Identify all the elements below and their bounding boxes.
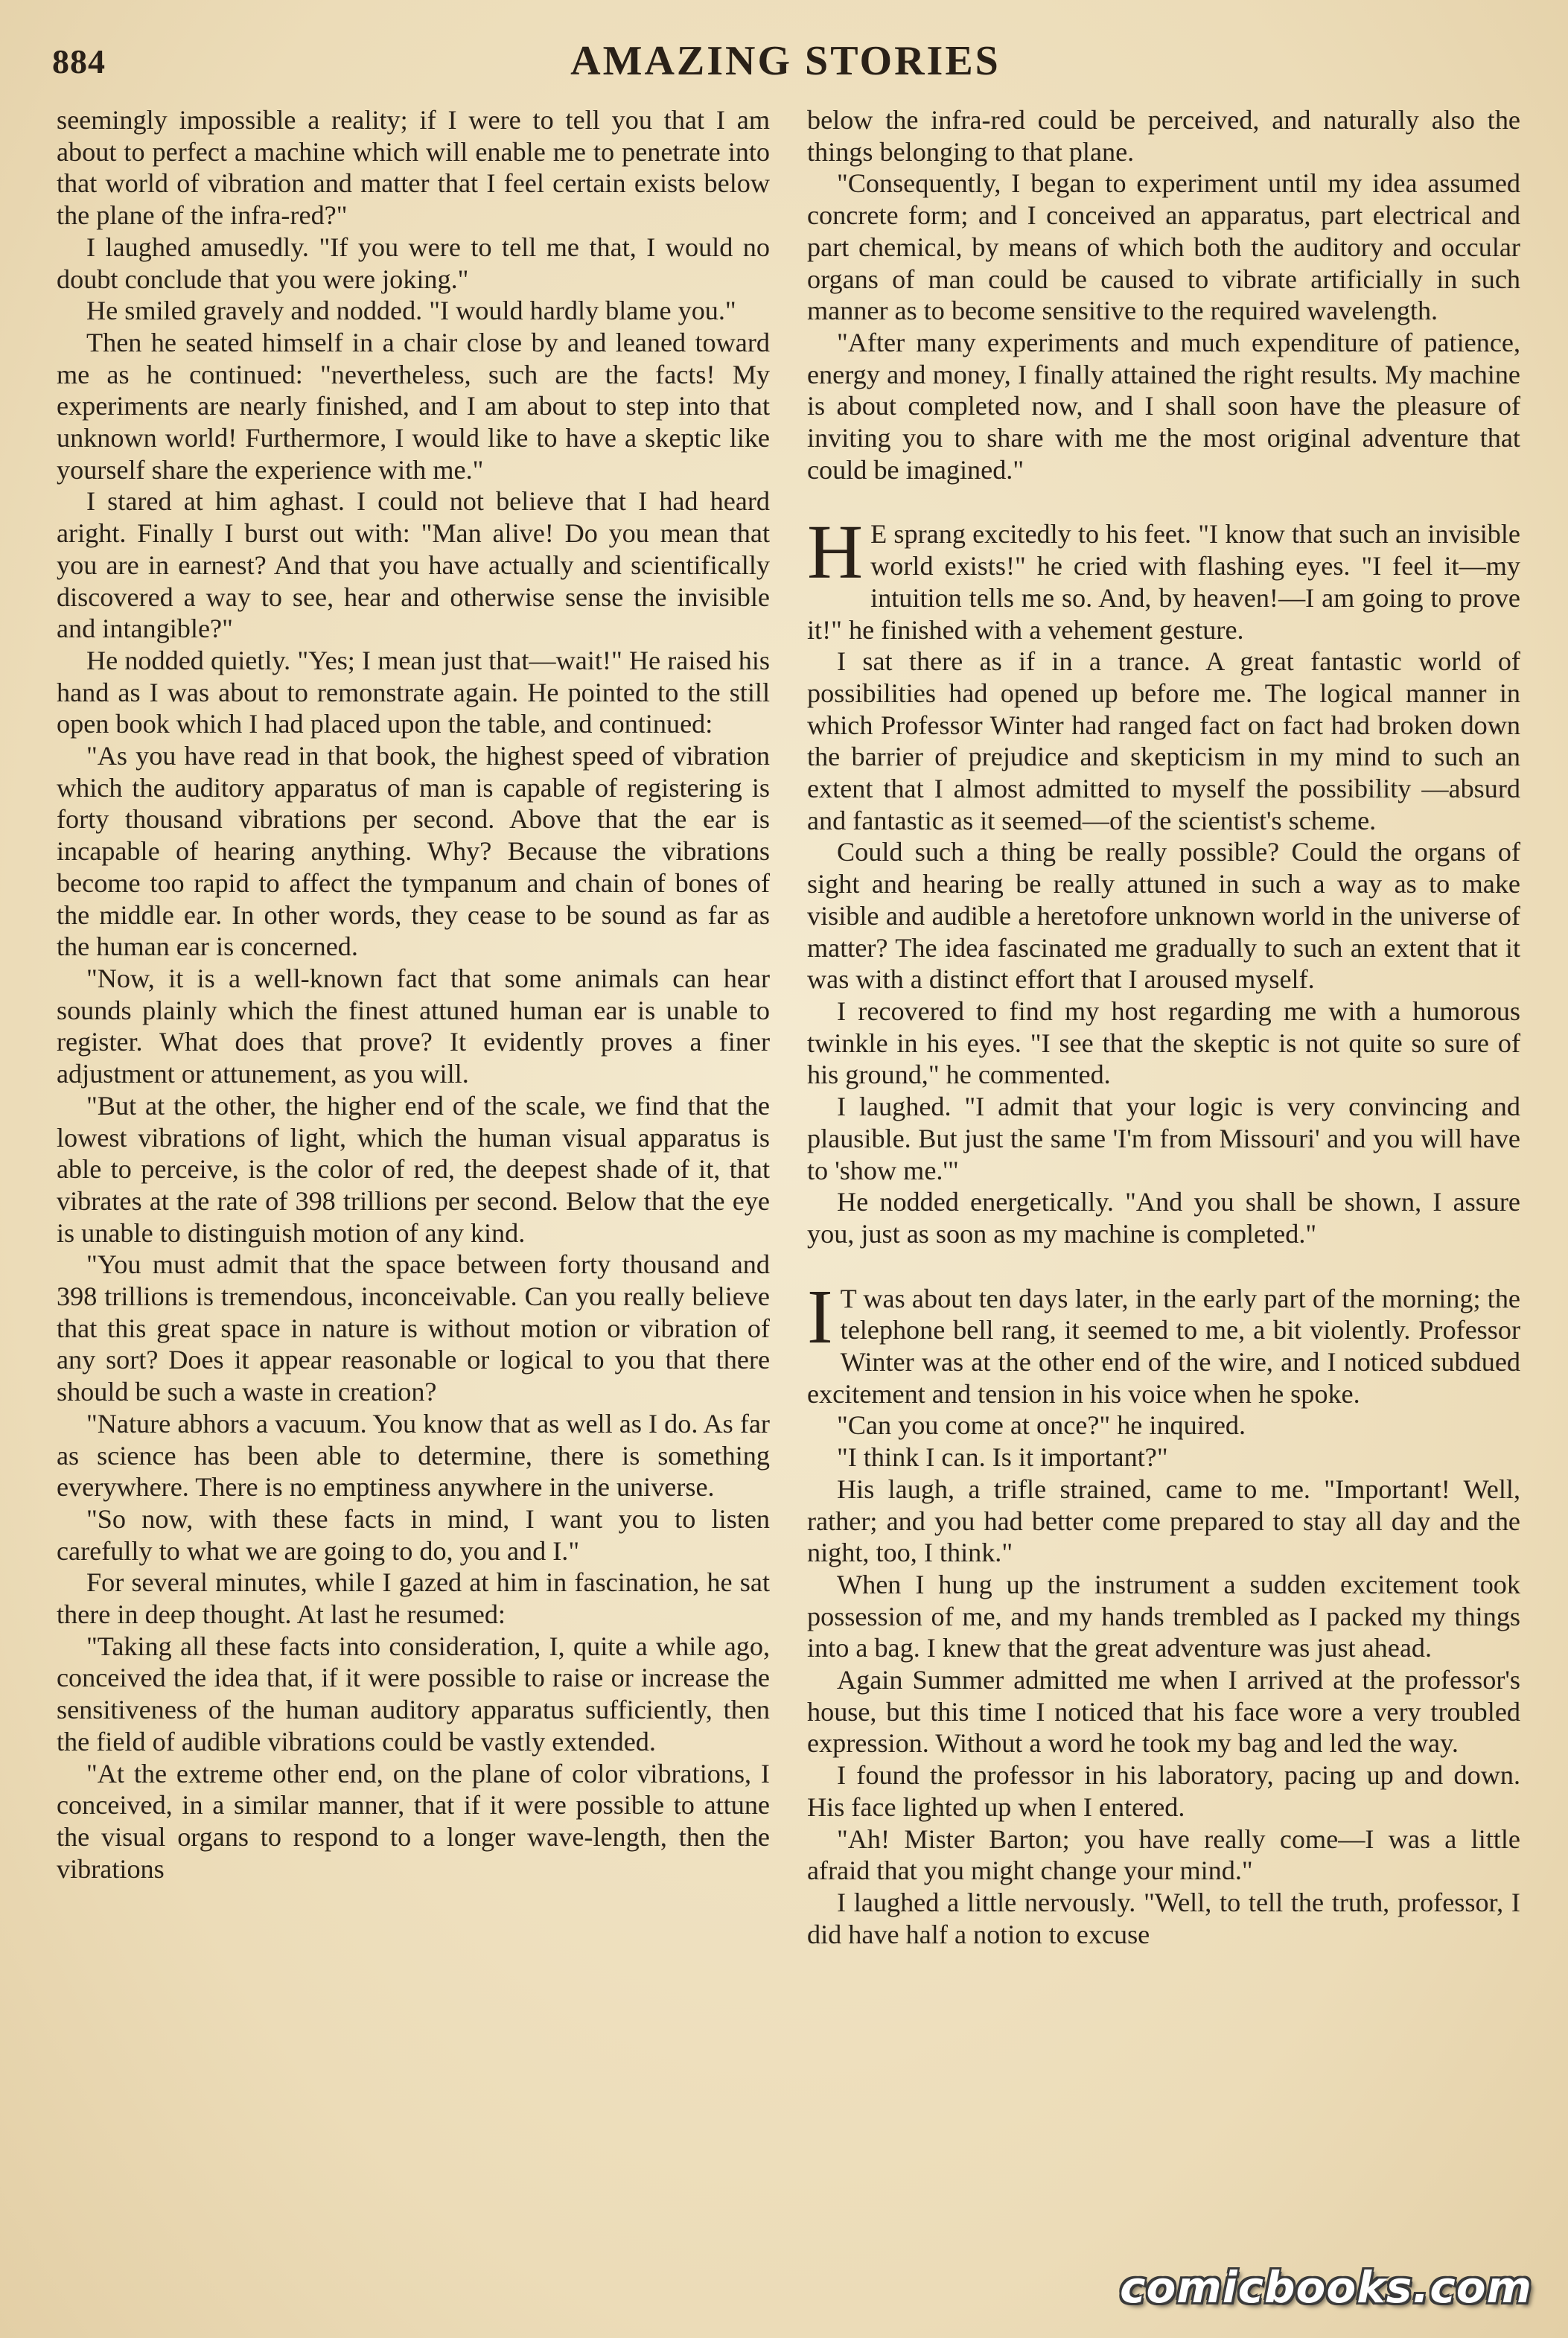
paragraph: He smiled gravely and nodded. "I would hardly blame you.": [86, 296, 736, 326]
paragraph: I laughed amusedly. "If you were to tell me that, I would no doubt conclude that you were joking.": [57, 232, 770, 294]
paragraph: I recovered to find my host regarding me with a humorous twinkle in his eyes. "I see that the skeptic is not quite so sure of his ground," he commented.: [807, 996, 1520, 1090]
paragraph: "Consequently, I began to experiment until my idea assumed concrete form; and I conceived an apparatus, part electrical and part chemical, by means of which both the auditory and occular organs of man could be caused to vibrate artificially in such manner as to become sensitive to the required wavelength.: [807, 168, 1520, 326]
paragraph-text: T was about ten days later, in the early part of the morning; the telephone bell rang, it seemed to me, a bit violently. Professor Winter was at the other end of the wire, and I noticed subdued excitement and tension in his voice when he spoke.: [807, 1283, 1520, 1409]
paragraph: I stared at him aghast. I could not believe that I had heard aright. Finally I burst out with: "Man alive! Do you mean that you are in earnest? And that you have actually and scientifically discovered a way to see, hear and otherwise sense the invisible and intangible?": [57, 486, 770, 644]
paragraph: seemingly impossible a reality; if I were to tell you that I am about to perfect a machine which will enable me to penetrate into that world of vibration and matter that I feel certain exists below the plane of the infra-red?": [57, 105, 770, 231]
paragraph: He nodded quietly. "Yes; I mean just that—wait!" He raised his hand as I was about to remonstrate again. He pointed to the still open book which I had placed upon the table, and continued:: [57, 645, 770, 739]
section-opening-paragraph: [807, 1273, 1520, 1410]
paragraph: Then he seated himself in a chair close by and leaned toward me as he continued: "nevertheless, such are the facts! My experiments are nearly finished, and I am about to step into that unknown world! Furthermore, I would like to have a skeptic like yourself share the experience with me.": [57, 327, 770, 485]
paragraph: I sat there as if in a trance. A great fantastic world of possibilities had opened up before me. The logical manner in which Professor Winter had ranged fact on fact had broken down the barrier of prejudice and skepticism in my mind to such an extent that I almost admitted to myself the possibility —absurd and fantastic as it seemed—of the scientist's scheme.: [807, 646, 1520, 835]
page-header: [52, 37, 1519, 89]
paragraph: Again Summer admitted me when I arrived at the professor's house, but this time I noticed that his face wore a very troubled expression. Without a word he took my bag and led the way.: [807, 1665, 1520, 1759]
right-column: [807, 104, 1520, 1950]
left-column: [57, 104, 770, 1885]
paragraph: "But at the other, the higher end of the scale, we find that the lowest vibrations of light, which the human visual apparatus is able to perceive, is the color of red, the deepest shade of it, that vibrates at the rate of 398 trillions per second. Below that the eye is unable to distinguish motion of any kind.: [57, 1090, 770, 1248]
page-number: 884: [52, 42, 106, 80]
paragraph: For several minutes, while I gazed at him in fascination, he sat there in deep thought. At last he resumed:: [57, 1567, 770, 1630]
paragraph-text: E sprang excitedly to his feet. "I know that such an invisible world exists!" he cried with flashing eyes. "I feel it—my intuition tells me so. And, by heaven!—I am going to prove it!" he finished with a vehement gesture.: [807, 519, 1520, 645]
paragraph: I found the professor in his laboratory, pacing up and down. His face lighted up when I entered.: [807, 1760, 1520, 1822]
paragraph: "Now, it is a well-known fact that some animals can hear sounds plainly which the finest attuned human ear is unable to register. What does that prove? It evidently proves a finer adjustment or attunement, as you will.: [57, 963, 770, 1089]
paragraph: I laughed. "I admit that your logic is very convincing and plausible. But just the same 'I'm from Missouri' and you will have to 'show me.'": [807, 1092, 1520, 1185]
paragraph: "Can you come at once?" he inquired.: [837, 1410, 1246, 1441]
paragraph: "Taking all these facts into consideration, I, quite a while ago, conceived the idea that, if it were possible to raise or increase the sensitiveness of the human auditory apparatus sufficiently, then the field of audible vibrations could be vastly extended.: [57, 1631, 770, 1756]
drop-cap-letter: I: [807, 1273, 833, 1360]
paragraph: "Ah! Mister Barton; you have really come—I was a little afraid that you might change your mind.": [807, 1823, 1520, 1886]
site-watermark: comicbooks.com: [1120, 2262, 1532, 2313]
paragraph: "Nature abhors a vacuum. You know that as well as I do. As far as science has been able to determine, there is something everywhere. There is no emptiness anywhere in the universe.: [57, 1408, 770, 1503]
paragraph: He nodded energetically. "And you shall be shown, I assure you, just as soon as my machine is completed.": [807, 1187, 1520, 1249]
paragraph: "You must admit that the space between forty thousand and 398 trillions is tremendous, inconceivable. Can you really believe that this great space in nature is without motion or vibration of any sort? Does it appear reasonable or logical to you that there should be such a waste in creation?: [57, 1249, 770, 1407]
magazine-title: AMAZING STORIES: [570, 38, 1001, 84]
paragraph: When I hung up the instrument a sudden excitement took possession of me, and my hands trembled as I packed my things into a bag. I knew that the great adventure was just ahead.: [807, 1569, 1520, 1663]
paragraph: "At the extreme other end, on the plane of color vibrations, I conceived, in a similar manner, that if it were possible to attune the visual organs to respond to a longer wave-length, then the vibrations: [57, 1758, 770, 1884]
paragraph: below the infra-red could be perceived, and naturally also the things belonging to that plane.: [807, 105, 1520, 167]
paragraph: Could such a thing be really possible? Could the organs of sight and hearing be really attuned in such a way as to make visible and audible a heretofore unknown world in the universe of matter? The idea fascinated me gradually to such an extent that it was with a distinct effort that I aroused myself.: [807, 837, 1520, 995]
paragraph: His laugh, a trifle strained, came to me. "Important! Well, rather; and you had better come prepared to stay all day and the night, too, I think.": [807, 1474, 1520, 1568]
paragraph: "As you have read in that book, the highest speed of vibration which the auditory apparatus of man is capable of registering is forty thousand vibrations per second. Above that the ear is incapable of hearing anything. Why? Because the vibrations become too rapid to affect the tympanum and chain of bones of the middle ear. In other words, they cease to be sound as far as the human ear is concerned.: [57, 741, 770, 962]
paragraph: "So now, with these facts in mind, I want you to listen carefully to what we are going to do, you and I.": [57, 1503, 770, 1566]
paragraph: I laughed a little nervously. "Well, to tell the truth, professor, I did have half a notion to excuse: [807, 1887, 1520, 1949]
paragraph: "I think I can. Is it important?": [837, 1442, 1168, 1473]
section-opening-paragraph: [807, 509, 1520, 646]
paragraph: "After many experiments and much expenditure of patience, energy and money, I finally attained the right results. My machine is about completed now, and I shall soon have the pleasure of inviting you to share with me the most original adventure that could be imagined.": [807, 327, 1520, 485]
drop-cap-letter: H: [807, 509, 864, 596]
